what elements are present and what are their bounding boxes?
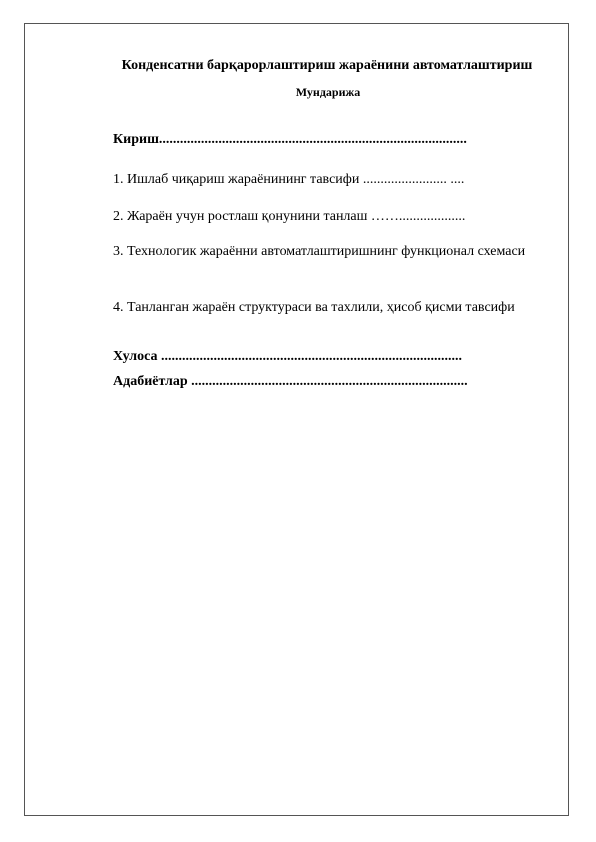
toc-item-conclusion: Хулоса ...................................................................................... (113, 349, 462, 364)
document-title: Конденсатни барқарорлаштириш жараёнини автоматлаштириш (121, 58, 533, 73)
toc-item-4: 4. Танланган жараён структураси ва тахлили, ҳисоб қисми тавсифи (113, 300, 515, 315)
toc-item-references: Адабиётлар ............................................................................... (113, 374, 468, 389)
toc-item-2: 2. Жараён учун ростлаш қонунини танлаш ……................... (113, 209, 466, 224)
toc-item-1: 1. Ишлаб чиқариш жараёнининг тавсифи ........................ .... (113, 172, 465, 187)
toc-item-introduction: Кириш........................................................................................ (113, 132, 467, 147)
toc-item-3: 3. Технологик жараённи автоматлаштиришнинг функционал схемаси (113, 244, 526, 259)
toc-heading: Мундарижа (295, 85, 361, 99)
